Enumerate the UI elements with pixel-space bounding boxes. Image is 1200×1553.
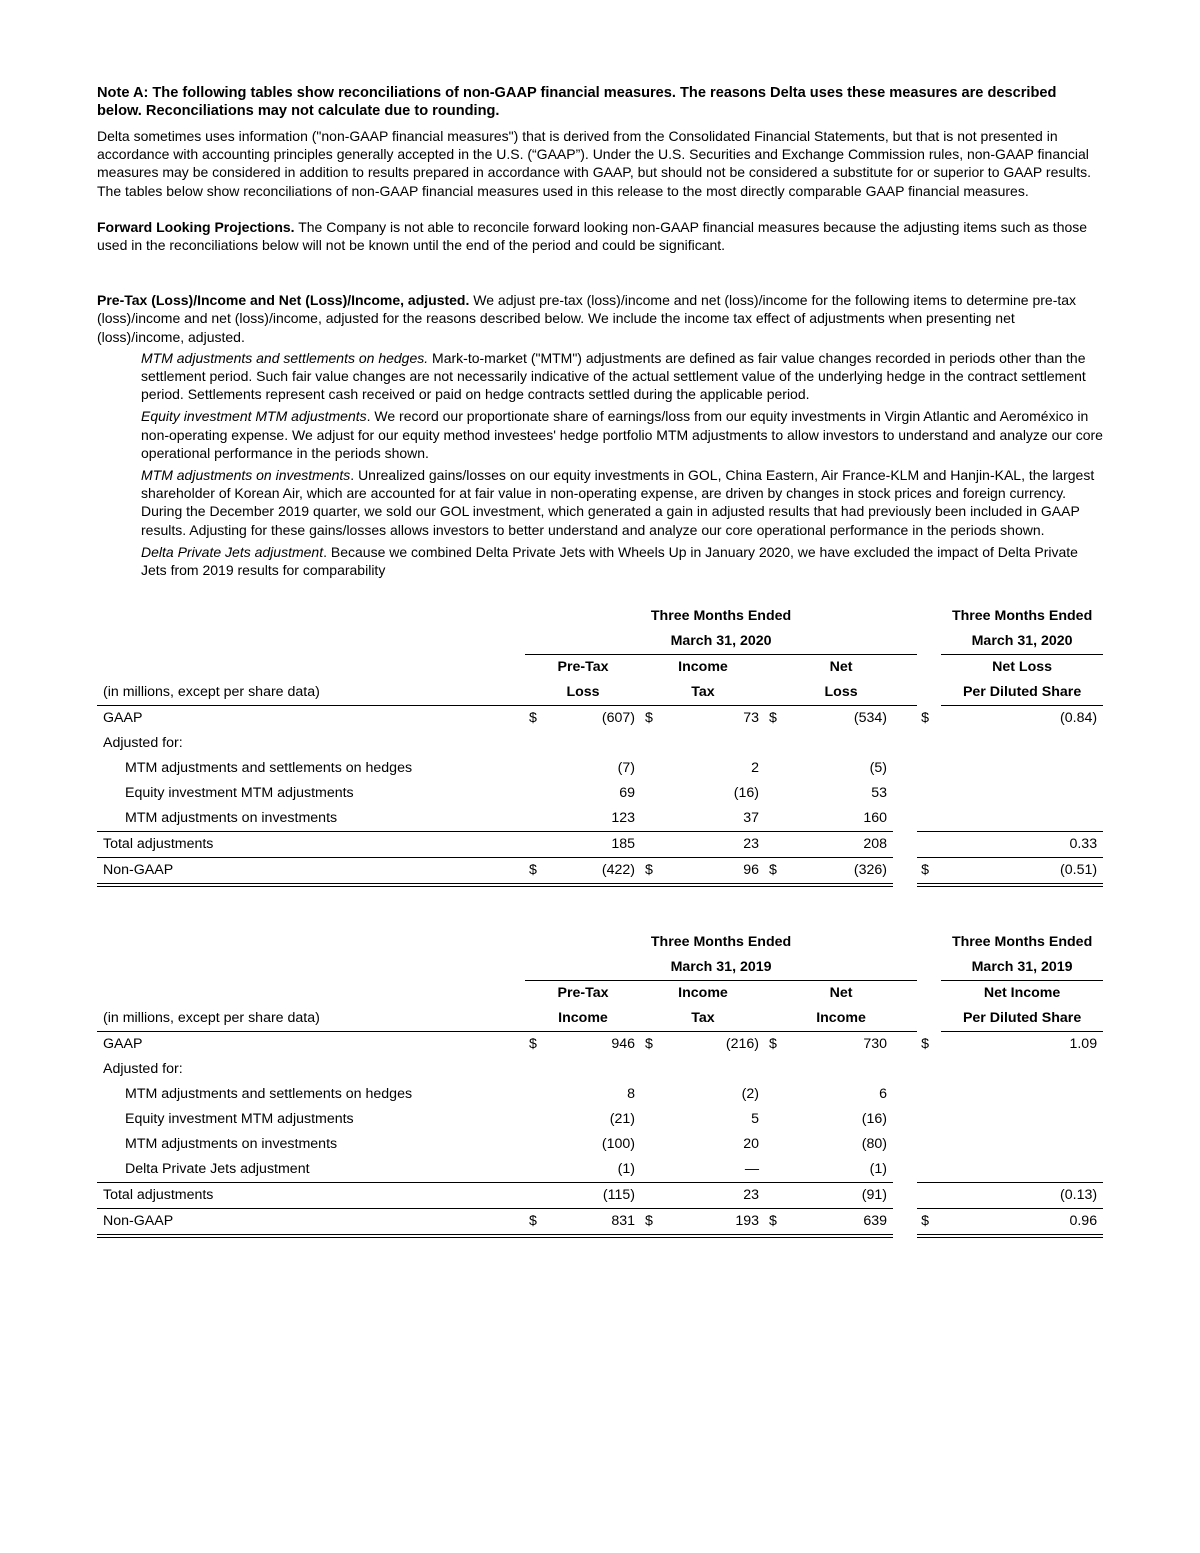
forward-looking-paragraph <box>97 218 1103 254</box>
table-row <box>97 1057 1103 1082</box>
table-row <box>97 756 1103 781</box>
forward-looking-text: The Company is not able to reconcile forward looking non-GAAP financial measures because the adjusting items such as those used in the reconciliations below will not be known until the end of the period and could be significant. <box>97 218 1088 254</box>
tax-value: 2 <box>751 760 759 777</box>
currency-symbol: $ <box>529 1036 537 1053</box>
tax-value: 73 <box>743 710 759 727</box>
col-tax-header: Income <box>678 659 728 676</box>
period-date-header: March 31, 2019 <box>525 955 917 981</box>
currency-symbol: $ <box>769 710 777 727</box>
tax-value: 5 <box>751 1111 759 1128</box>
tax-value: 96 <box>665 858 765 886</box>
net-value: 160 <box>863 810 887 827</box>
col-per-share-header: Net Income <box>983 985 1061 1002</box>
currency-symbol: $ <box>525 858 549 886</box>
table-row <box>97 832 1103 858</box>
col-pretax-header: Loss <box>525 680 641 706</box>
intro-paragraph: Delta sometimes uses information ("non-GAAP financial measures") that is derived from the Consolidated Financial Statements, but that is not presented in accordance with accounting principles generally accepted in the U.S. (“GAAP”). Under the U.S. Securities and Exchange Commission rules, non-GAAP financial measures may be considered in addition to results prepared in accordance with GAAP, but should not be considered a substitute for or superior to GAAP results. The tables below show reconciliations of non-GAAP financial measures used in this release to the most directly comparable GAAP financial measures. <box>97 128 1092 199</box>
col-net-header: Loss <box>765 680 917 706</box>
col-pretax-header: Pre-Tax <box>557 985 609 1002</box>
tax-value: (16) <box>733 785 759 802</box>
adjusted-for-label: Adjusted for: <box>103 1061 183 1078</box>
bullet-text: Mark-to-market ("MTM") adjustments are defined as fair value changes recorded in periods other than the settlement period. Such fair value changes are not necessarily indicative of the actual settlement value of the underlying hedge in the contract settlement period. Settlements represent cash received or paid on hedge contracts settled during the applicable period. <box>141 349 1086 403</box>
per-share-date-header: March 31, 2020 <box>941 629 1103 655</box>
pretax-value: (1) <box>617 1161 635 1178</box>
row-label: Non-GAAP <box>97 858 525 886</box>
table-row <box>97 858 1103 886</box>
period-header: Three Months Ended <box>650 934 792 951</box>
per-share-value: 1.09 <box>1069 1036 1098 1053</box>
table-row <box>97 1209 1103 1237</box>
currency-symbol: $ <box>529 710 537 727</box>
net-value: (80) <box>861 1136 887 1153</box>
row-label: GAAP <box>103 1036 143 1053</box>
pretax-value: (7) <box>617 760 635 777</box>
col-per-share-header: Per Diluted Share <box>941 1006 1103 1032</box>
bullet-text: . Unrealized gains/losses on our equity investments in GOL, China Eastern, Air France-KLM and Hanjin-KAL, the largest shareholder of Korean Air, which are accounted for at fair value in non-operating expense, are driven by changes in stock prices and foreign currency. During the December 2019 quarter, we sold our GOL investment, which generated a gain in adjusted results that had previously been included in GAAP results. Adjusting for these gains/losses allows investors to better understand and analyze our core operational performance in the periods shown. <box>141 467 1095 538</box>
col-tax-header: Income <box>678 985 728 1002</box>
tax-value: 37 <box>743 810 759 827</box>
row-label: MTM adjustments on investments <box>125 1136 338 1153</box>
note-title: Note A: The following tables show reconciliations of non-GAAP financial measures. The reasons Delta uses these measures are described below. Reconciliations may not calculate due to rounding. <box>97 85 1057 119</box>
bullet-private-jets <box>141 543 1103 579</box>
per-share-period-header: Three Months Ended <box>951 934 1093 951</box>
currency-symbol: $ <box>769 1036 777 1053</box>
currency-symbol: $ <box>917 858 941 886</box>
pretax-value: 69 <box>619 785 635 802</box>
currency-symbol: $ <box>765 1209 789 1237</box>
table-row <box>97 706 1103 732</box>
pretax-value: 831 <box>549 1209 641 1237</box>
col-per-share-header: Per Diluted Share <box>941 680 1103 706</box>
row-label: Delta Private Jets adjustment <box>125 1161 310 1178</box>
table-row <box>97 1157 1103 1183</box>
table-row <box>97 781 1103 806</box>
net-value: (5) <box>869 760 887 777</box>
currency-symbol: $ <box>645 1036 653 1053</box>
col-net-header: Net <box>829 659 853 676</box>
reconciliation-table-2020 <box>97 604 1103 887</box>
tax-value: 23 <box>665 832 765 858</box>
table-row <box>97 1107 1103 1132</box>
reconciliation-table-2019 <box>97 930 1103 1238</box>
bullet-mtm-investments <box>141 466 1103 539</box>
pretax-value: 8 <box>627 1086 635 1103</box>
per-share-period-header: Three Months Ended <box>951 608 1093 625</box>
net-value: (1) <box>869 1161 887 1178</box>
table-row <box>97 1132 1103 1157</box>
net-value: 208 <box>789 832 893 858</box>
row-label: Equity investment MTM adjustments <box>125 1111 354 1128</box>
pretax-value: (607) <box>601 710 635 727</box>
pretax-value: (21) <box>609 1111 635 1128</box>
currency-symbol: $ <box>641 858 665 886</box>
table-row <box>97 806 1103 832</box>
tax-value: 20 <box>743 1136 759 1153</box>
row-label: Total adjustments <box>97 832 525 858</box>
row-label: Equity investment MTM adjustments <box>125 785 354 802</box>
currency-symbol: $ <box>921 1036 929 1053</box>
per-share-date-header: March 31, 2019 <box>941 955 1103 981</box>
col-pretax-header: Pre-Tax <box>557 659 609 676</box>
table-row <box>97 1183 1103 1209</box>
bullet-text: . We record our proportionate share of earnings/loss from our equity investments in Virgin Atlantic and Aeroméxico in non-operating expense. We adjust for our equity method investees' hedge portfolio MTM adjustments to allow investors to understand and analyze our core operational performance in the periods shown. <box>141 408 1103 461</box>
currency-symbol: $ <box>917 1209 941 1237</box>
currency-symbol: $ <box>765 858 789 886</box>
net-value: (534) <box>853 710 887 727</box>
tax-value: (216) <box>725 1036 759 1053</box>
row-label: MTM adjustments and settlements on hedges <box>125 1086 413 1103</box>
net-value: 6 <box>879 1086 887 1103</box>
net-value: 730 <box>863 1036 887 1053</box>
adjusted-for-label: Adjusted for: <box>103 735 183 752</box>
net-value: (326) <box>789 858 893 886</box>
net-value: 639 <box>789 1209 893 1237</box>
net-value: 53 <box>871 785 887 802</box>
pretax-paragraph <box>97 291 1103 346</box>
col-tax-header: Tax <box>641 680 765 706</box>
col-net-header: Net <box>829 985 853 1002</box>
pretax-value: 185 <box>549 832 641 858</box>
per-share-value: (0.51) <box>941 858 1103 886</box>
row-label: Non-GAAP <box>97 1209 525 1237</box>
currency-symbol: $ <box>921 710 929 727</box>
tax-value: 23 <box>665 1183 765 1209</box>
pretax-value: 946 <box>611 1036 635 1053</box>
bullet-text: . Because we combined Delta Private Jets with Wheels Up in January 2020, we have excluded the impact of Delta Private Jets from 2019 results for comparability <box>141 543 1078 579</box>
currency-symbol: $ <box>645 710 653 727</box>
net-value: (16) <box>861 1111 887 1128</box>
row-label: GAAP <box>103 710 143 727</box>
pretax-value: (100) <box>601 1136 635 1153</box>
per-share-value: 0.96 <box>941 1209 1103 1237</box>
pretax-title: Pre-Tax (Loss)/Income and Net (Loss)/Income, adjusted. <box>97 292 470 309</box>
table-row <box>97 731 1103 756</box>
bullet-mtm-hedges <box>141 349 1103 404</box>
pretax-value: 123 <box>611 810 635 827</box>
col-net-header: Income <box>765 1006 917 1032</box>
col-tax-header: Tax <box>641 1006 765 1032</box>
period-date-header: March 31, 2020 <box>525 629 917 655</box>
currency-symbol: $ <box>641 1209 665 1237</box>
units-label: (in millions, except per share data) <box>97 680 525 706</box>
table-row <box>97 1082 1103 1107</box>
units-label: (in millions, except per share data) <box>97 1006 525 1032</box>
col-pretax-header: Income <box>525 1006 641 1032</box>
pretax-text: We adjust pre-tax (loss)/income and net (loss)/income for the following items to determine pre-tax (loss)/income and net (loss)/income, adjusted for the reasons described below. We include the income tax effect of adjustments when presenting net (loss)/income, adjusted. <box>97 292 1077 345</box>
row-label: MTM adjustments on investments <box>125 810 338 827</box>
row-label: Total adjustments <box>97 1183 525 1209</box>
table-row <box>97 1032 1103 1058</box>
bullet-equity-mtm <box>141 407 1103 462</box>
row-label: MTM adjustments and settlements on hedges <box>125 760 413 777</box>
currency-symbol: $ <box>525 1209 549 1237</box>
per-share-value: (0.13) <box>941 1183 1103 1209</box>
col-per-share-header: Net Loss <box>992 659 1053 676</box>
forward-looking-title: Forward Looking Projections. <box>97 218 295 235</box>
tax-value: — <box>744 1161 759 1178</box>
tax-value: (2) <box>741 1086 759 1103</box>
period-header: Three Months Ended <box>650 608 792 625</box>
bullet-title: Equity investment MTM adjustments <box>141 408 367 425</box>
per-share-value: (0.84) <box>1060 710 1098 727</box>
pretax-value: (422) <box>549 858 641 886</box>
pretax-value: (115) <box>549 1183 641 1209</box>
net-value: (91) <box>789 1183 893 1209</box>
document-page <box>97 84 1103 1238</box>
tax-value: 193 <box>665 1209 765 1237</box>
bullet-title: Delta Private Jets adjustment <box>141 543 324 560</box>
bullet-title: MTM adjustments on investments <box>141 467 351 484</box>
per-share-value: 0.33 <box>941 832 1103 858</box>
bullet-title: MTM adjustments and settlements on hedges. <box>141 349 429 366</box>
